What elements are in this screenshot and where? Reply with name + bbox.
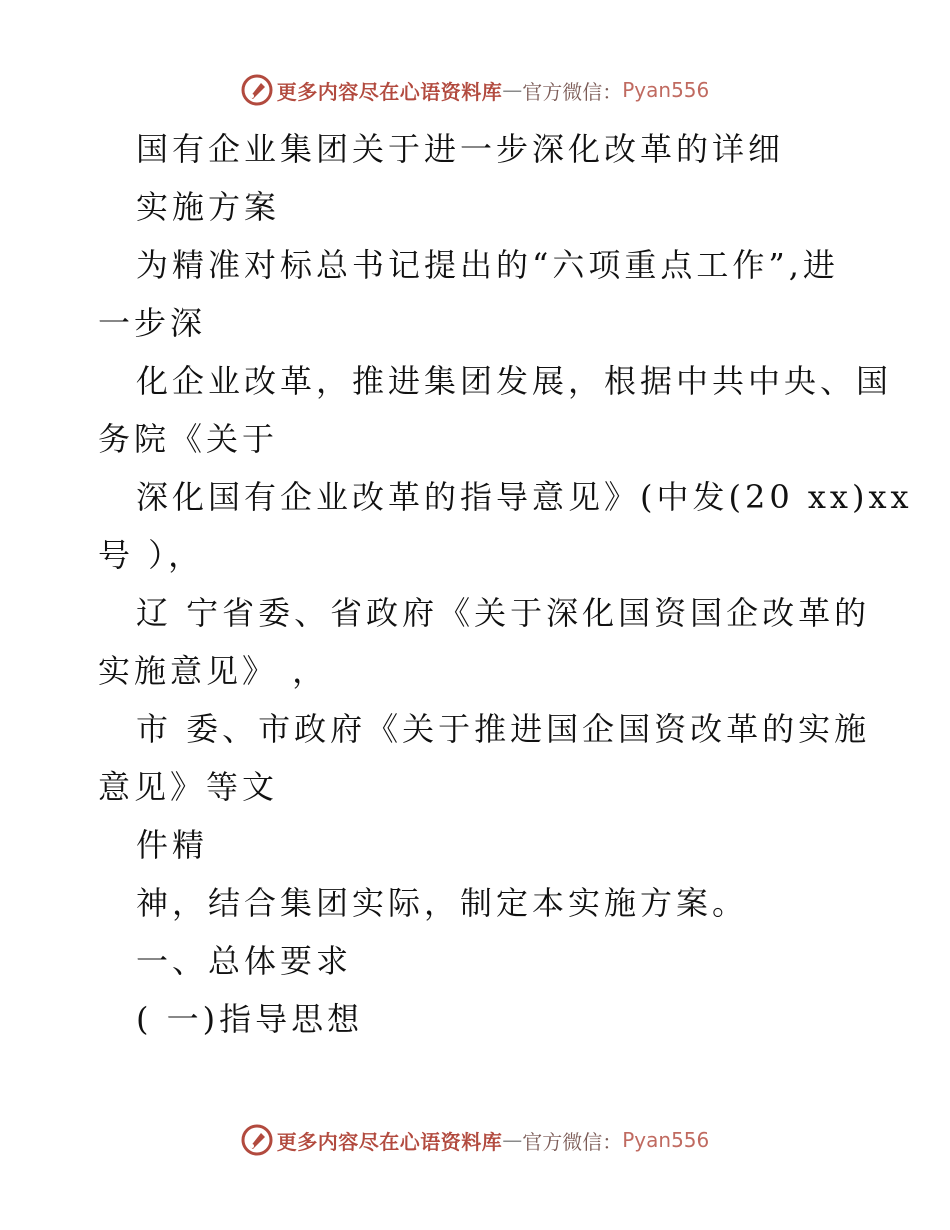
doc-title-line-1: 国有企业集团关于进一步深化改革的详细 (136, 130, 785, 168)
wechat-id: Pyan556 (622, 1128, 710, 1152)
pen-nib-icon (241, 1124, 273, 1156)
footer-banner (0, 1120, 950, 1160)
wechat-label: 官方微信： (522, 1129, 623, 1154)
wechat-label: 官方微信： (522, 79, 623, 104)
pen-nib-icon (241, 74, 273, 106)
doc-line: 实施意见》 ， (98, 652, 329, 690)
doc-line: 神，结合集团实际，制定本实施方案。 (136, 884, 749, 922)
doc-line: 件精 (136, 826, 209, 864)
doc-line: 号 ）， (98, 536, 205, 574)
header-banner (0, 70, 950, 110)
doc-title-line-2: 实施方案 (136, 188, 281, 226)
doc-line: 深化国有企业改革的指导意见》(中发(20 xx)xx (136, 478, 913, 516)
doc-line: 化企业改革，推进集团发展，根据中共中央、国 (136, 362, 893, 400)
doc-line: 为精准对标总书记提出的“六项重点工作”,进 (136, 246, 839, 284)
doc-line: 辽 宁省委、省政府《关于深化国资国企改革的 (136, 594, 871, 632)
doc-line: 意见》等文 (98, 768, 279, 806)
section-heading: 一、总体要求 (136, 942, 353, 980)
doc-line: 务院《关于 (98, 420, 279, 458)
banner-text: 更多内容尽在心语资料库 (276, 1129, 503, 1154)
subsection-heading: ( 一)指导思想 (136, 1000, 364, 1038)
banner-dash: — (502, 1128, 523, 1152)
doc-line: 一步深 (98, 304, 207, 342)
doc-line: 市 委、市政府《关于推进国企国资改革的实施 (136, 710, 871, 748)
wechat-id: Pyan556 (622, 78, 710, 102)
banner-text: 更多内容尽在心语资料库 (276, 79, 503, 104)
banner-dash: — (502, 78, 523, 102)
